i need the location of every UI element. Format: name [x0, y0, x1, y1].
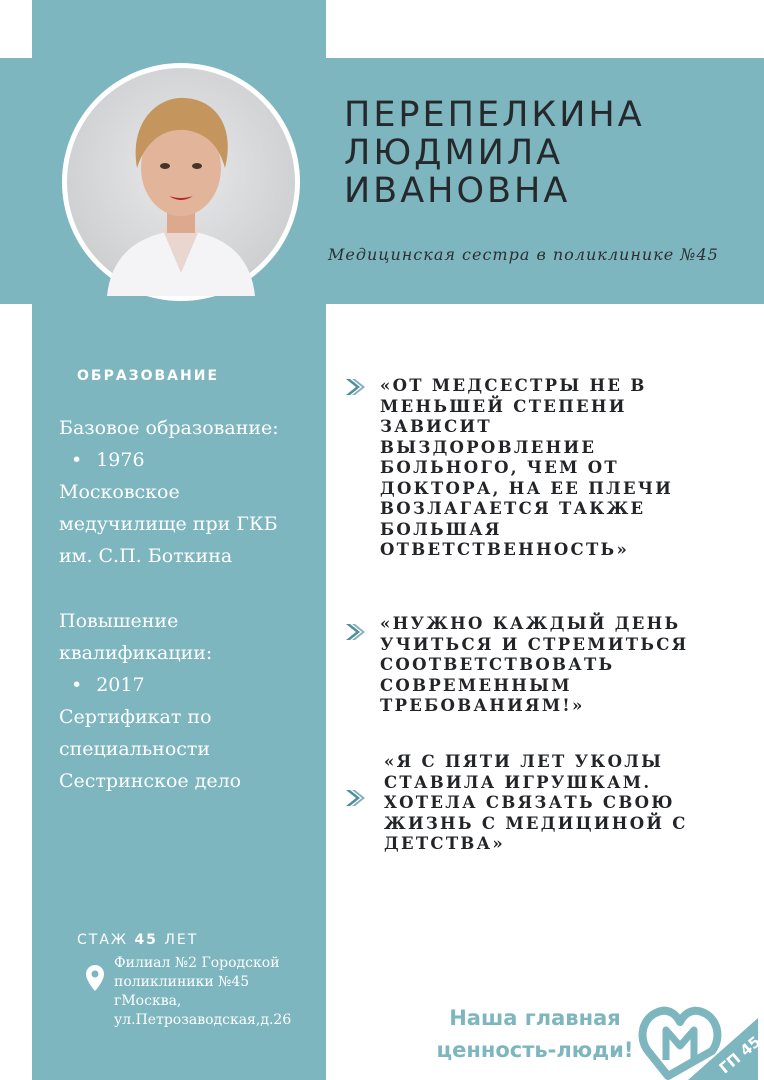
experience-unit: ЛЕТ [164, 932, 199, 948]
experience [77, 932, 198, 948]
quote-line: ВЫЗДОРОВЛЕНИЕ [380, 437, 597, 457]
quote-2 [380, 614, 740, 717]
address-line: Филиал №2 Городской [114, 955, 280, 971]
quote-line: ТРЕБОВАНИЯМ!» [380, 696, 585, 715]
quote-line: ЖИЗНЬ С МЕДИЦИНОЙ С [384, 813, 688, 833]
address-line: поликлиники №45 [114, 974, 250, 990]
slogan-line: Наша главная [449, 1006, 621, 1030]
advanced-training-label: Повышение [59, 610, 179, 632]
basic-education-year: • 1976 [59, 444, 321, 476]
name-line-first: ЛЮДМИЛА [344, 133, 564, 173]
name-line-surname: ПЕРЕПЕЛКИНА [344, 95, 645, 135]
basic-education-line: медучилище при ГКБ [59, 513, 278, 535]
quote-line: «Я С ПЯТИ ЛЕТ УКОЛЫ [384, 752, 664, 771]
quote-line: БОЛЬНОГО, ЧЕМ ОТ [380, 458, 619, 477]
quote-line: ХОТЕЛА СВЯЗАТЬ СВОЮ [384, 793, 675, 812]
quote-line: МЕНЬШЕЙ СТЕПЕНИ [380, 396, 627, 416]
advanced-training-label: квалификации: [59, 642, 213, 664]
profile-photo [62, 63, 300, 301]
quote-line: ОТВЕТСТВЕННОСТЬ» [380, 540, 630, 559]
double-chevron-icon [344, 788, 366, 808]
advanced-training-line: специальности [59, 738, 211, 760]
advanced-training-year: • 2017 [59, 669, 321, 701]
job-position: Медицинская сестра в поликлинике №45 [328, 245, 719, 264]
experience-label: СТАЖ [77, 932, 128, 948]
quote-line: «НУЖНО КАЖДЫЙ ДЕНЬ [380, 614, 681, 633]
quote-3 [384, 752, 744, 855]
quote-line: СООТВЕТСТВОВАТЬ [380, 655, 615, 674]
basic-education-line: им. С.П. Боткина [59, 545, 233, 567]
profile-photo-image [67, 68, 295, 296]
address-line: ул.Петрозаводская,д.26 [114, 1012, 292, 1028]
quote-line: ДЕТСТВА» [384, 834, 506, 853]
double-chevron-icon [344, 622, 366, 642]
basic-education [59, 412, 321, 572]
slogan [420, 1002, 650, 1066]
quote-line: ЗАВИСИТ [380, 417, 492, 436]
name-line-patronymic: ИВАНОВНА [344, 171, 571, 211]
address-line: гМосква, [114, 993, 182, 1009]
person-name [344, 96, 744, 210]
location-pin-icon [86, 965, 104, 991]
quote-line: БОЛЬШАЯ [380, 519, 502, 539]
portrait-illustration [67, 68, 295, 296]
basic-education-label: Базовое образование: [59, 417, 279, 439]
advanced-training-line: Сестринское дело [59, 770, 242, 792]
quote-line: «ОТ МЕДСЕСТРЫ НЕ В [380, 376, 647, 395]
address [114, 954, 324, 1030]
quote-line: СТАВИЛА ИГРУШКАМ. [384, 772, 652, 792]
double-chevron-icon [344, 377, 366, 397]
advanced-training-line: Сертификат по [59, 706, 212, 728]
quote-line: УЧИТЬСЯ И СТРЕМИТЬСЯ [380, 634, 689, 654]
advanced-training [59, 605, 321, 797]
education-heading: ОБРАЗОВАНИЕ [77, 368, 220, 384]
quote-1 [380, 376, 740, 561]
quote-line: СОВРЕМЕННЫМ [380, 675, 572, 695]
experience-years: 45 [134, 932, 158, 948]
quote-line: ВОЗЛАГАЕТСЯ ТАКЖЕ [380, 499, 646, 518]
slogan-line: ценность-люди! [436, 1038, 634, 1062]
basic-education-line: Московское [59, 481, 180, 503]
quote-line: ДОКТОРА, НА ЕЕ ПЛЕЧИ [380, 478, 674, 498]
heart-m-logo-icon [640, 996, 764, 1080]
logo-text: ГП 45 [715, 1032, 764, 1078]
